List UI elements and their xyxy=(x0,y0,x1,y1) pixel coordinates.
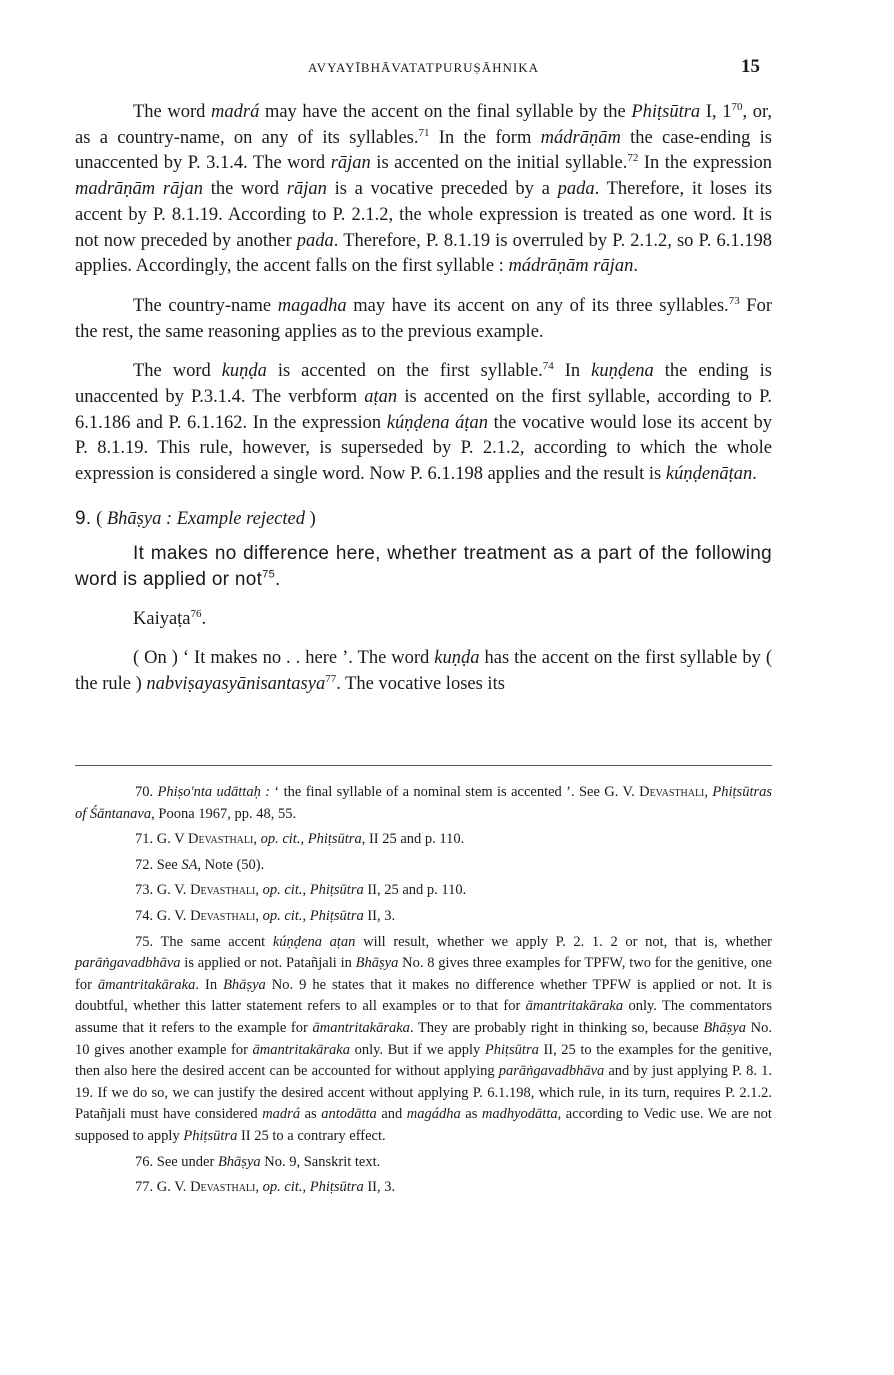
section-heading-9: 9. ( Bhāṣya : Example rejected ) xyxy=(75,507,316,529)
bhasya-text: It makes no difference here, whether treatment as a part of the following word is applied or not$^{75}$. xyxy=(75,542,772,590)
footnote-72: 72. See SA, Note (50). xyxy=(135,856,265,873)
footnote-74: 74. G. V. Devasthali, op. cit., Phiṭsūtra II, 3. xyxy=(135,907,396,924)
page-number: 15 xyxy=(741,56,760,77)
footnote-73: 73. G. V. Devasthali, op. cit., Phiṭsūtra II, 25 and p. 110. xyxy=(135,882,467,899)
paragraph-kunda: The word kuṇḍa is accented on the first syllable.$^{74}$ In kuṇḍena the ending is unaccented by P.3.1.4. The verbform aṭan is accented on the first syllable, according to P. 6.1.186 and P. 6.1.162. In the expression kúṇḍena áṭan the vocative would lose its accent by P. 8.1.19. This rule, however, is superseded by P. 2.1.2, according to which the whole expression is considered a single word. Now P. 6.1.198 applies and the result is kúṇḍenāṭan. xyxy=(75,360,772,485)
footnote-divider xyxy=(75,765,772,766)
footnotes xyxy=(75,782,772,1203)
kaiyata-heading: Kaiyaṭa$^{76}$. xyxy=(133,607,207,629)
paragraph-madra: The word madrá may have the accent on the final syllable by the Phiṭsūtra I, $1^{70}$, or, as a country-name, on any of its syllables.$^{71}$ In the form mádrāṇām the case-ending is unaccented by P. 3.1.4. The word rājan is accented on the initial syllable.$^{72}$ In the expression madrāṇām rājan the word rājan is a vocative preceded by a pada. Therefore, it loses its accent by P. 8.1.19. According to P. 2.1.2, the whole expression is treated as one word. It is not now preceded by another pada. Therefore, P. 8.1.19 is overruled by P. 2.1.2, so P. 6.1.198 applies. Accordingly, the accent falls on the first syllable : mádrāṇām rājan. xyxy=(75,100,773,277)
footnote-70: 70. Phiṣo'nta udāttaḥ : ‘ the final syllable of a nominal stem is accented ’. See G. V. Devasthali, Phiṭsūtras of Śāntanava, Poona 1967, pp. 48, 55. xyxy=(75,784,773,822)
paragraph-kaiyata: ( On ) ‘ It makes no . . here ’. The word kuṇḍa has the accent on the first syllable by ( the rule ) nabviṣayasyānisantasya$^{77}$. The vocative loses its xyxy=(75,648,772,694)
footnote-76: 76. See under Bhāṣya No. 9, Sanskrit text. xyxy=(135,1153,381,1170)
footnote-77: 77. G. V. Devasthali, op. cit., Phiṭsūtra II, 3. xyxy=(135,1179,396,1196)
footnote-75: 75. The same accent kúṇḍena aṭan will result, whether we apply P. 2. 1. 2 or not, that is, whether parāṅgavadbhāva is applied or not. Patañjali in Bhāṣya No. 8 gives three examples for TPFW, two for the genitive, one for āmantritakāraka. In Bhāṣya No. 9 he states that it makes no difference whether TPFW is applied or not. It is doubtful, whether this latter statement refers to all examples or to that for āmantritakāraka only. The commentators assume that it refers to the example for āmantritakāraka. They are probably right in thinking so, because Bhāṣya No. 10 gives another example for āmantritakāraka only. But if we apply Phiṭsūtra II, 25 to the examples for the genitive, then also here the desired accent can be accounted for without applying parāṅgavadbhāva and by just applying P. 8. 1. 19. If we do so, we can justify the desired accent without applying P. 6.1.198, which rule, in its turn, requires P. 2.1.2. Patañjali must have considered madrá as antodātta and magádha as madhyodātta, according to Vedic use. We are not supposed to apply Phiṭsūtra II 25 to a contrary effect. xyxy=(75,933,772,1144)
main-text xyxy=(75,100,772,698)
page-header xyxy=(75,56,772,82)
running-title: AVYAYĪBHĀVATATPURUṢĀHNIKA xyxy=(307,60,540,75)
footnote-71: 71. G. V Devasthali, op. cit., Phiṭsūtra, II 25 and p. 110. xyxy=(135,831,465,848)
paragraph-magadha: The country-name magadha may have its accent on any of its three syllables.$^{73}$ For the rest, the same reasoning applies as to the previous example. xyxy=(75,294,773,342)
